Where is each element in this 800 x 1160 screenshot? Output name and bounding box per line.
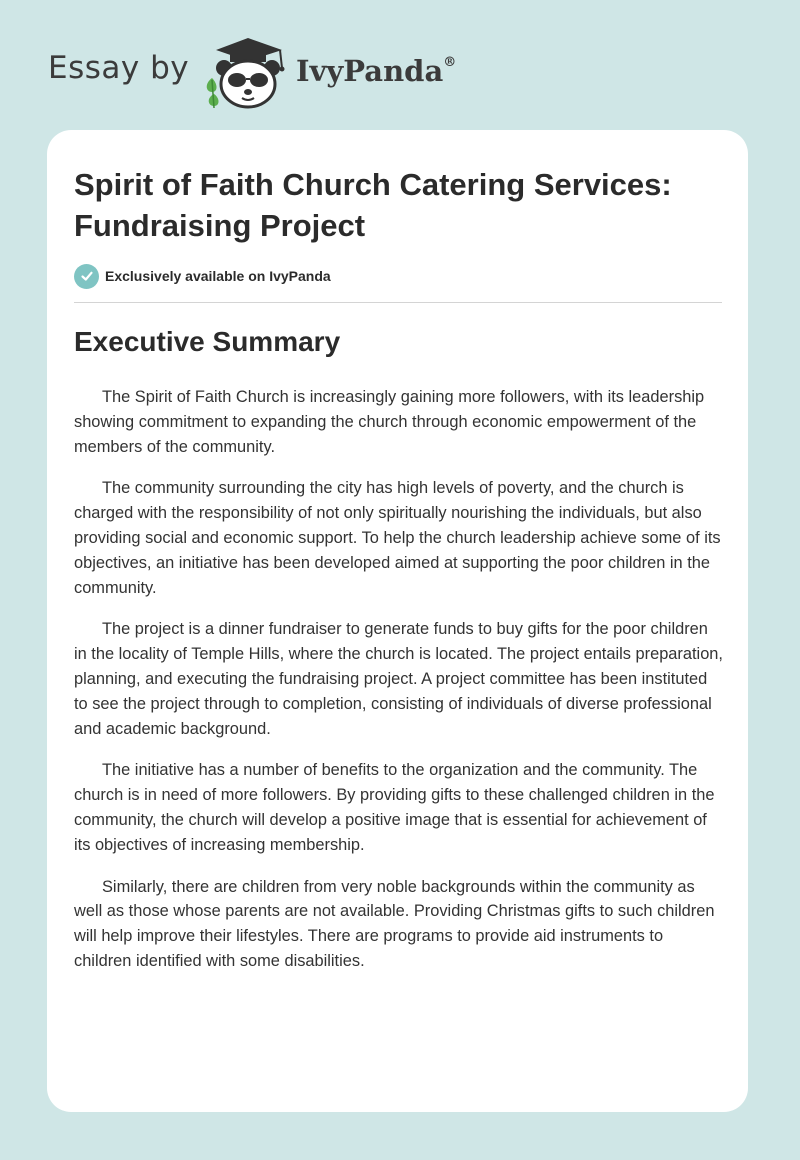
essay-title: Spirit of Faith Church Catering Services: Fundraising Project <box>74 167 672 243</box>
exclusive-label: Exclusively available on IvyPanda <box>105 268 331 284</box>
paragraph: The community surrounding the city has high levels of poverty, and the church is charged with the responsibility of not only spiritually nourishing the individuals, but also providing social and economic support. To help the church leadership achieve some of its objectives, an initiative has been developed aimed at supporting the poor children in the community. <box>74 479 721 597</box>
panda-logo-icon[interactable] <box>202 34 294 110</box>
divider <box>74 302 722 303</box>
essay-body <box>74 385 724 991</box>
paragraph: The Spirit of Faith Church is increasingly gaining more followers, with its leadership showing commitment to expanding the church through economic empowerment of the members of the community. <box>74 388 705 456</box>
brand-name[interactable]: IvyPanda® <box>296 54 457 88</box>
paragraph: The project is a dinner fundraiser to generate funds to buy gifts for the poor children in the locality of Temple Hills, where the church is located. The project entails preparation, planning, and executing the fundraising project. A project committee has been instituted to see the project through to completion, consisting of individuals of diverse professional and academic background. <box>74 620 723 738</box>
exclusive-badge <box>74 263 331 289</box>
paragraph: The initiative has a number of benefits to the organization and the community. The church is in need of more followers. By providing gifts to these challenged children in the community, the church will develop a positive image that is essential for achievement of its objectives of increasing membership. <box>74 761 715 854</box>
essay-by-label: Essay by <box>48 50 190 86</box>
registered-mark: ® <box>443 55 457 71</box>
site-header <box>48 34 508 114</box>
section-heading: Executive Summary <box>74 326 341 357</box>
essay-card <box>47 130 748 1112</box>
check-icon <box>74 264 99 289</box>
paragraph: Similarly, there are children from very noble backgrounds within the community as well as those whose parents are not available. Providing Christmas gifts to such children will help improve their lifestyles. There are programs to provide aid instruments to children identified with some disabilities. <box>74 877 715 970</box>
